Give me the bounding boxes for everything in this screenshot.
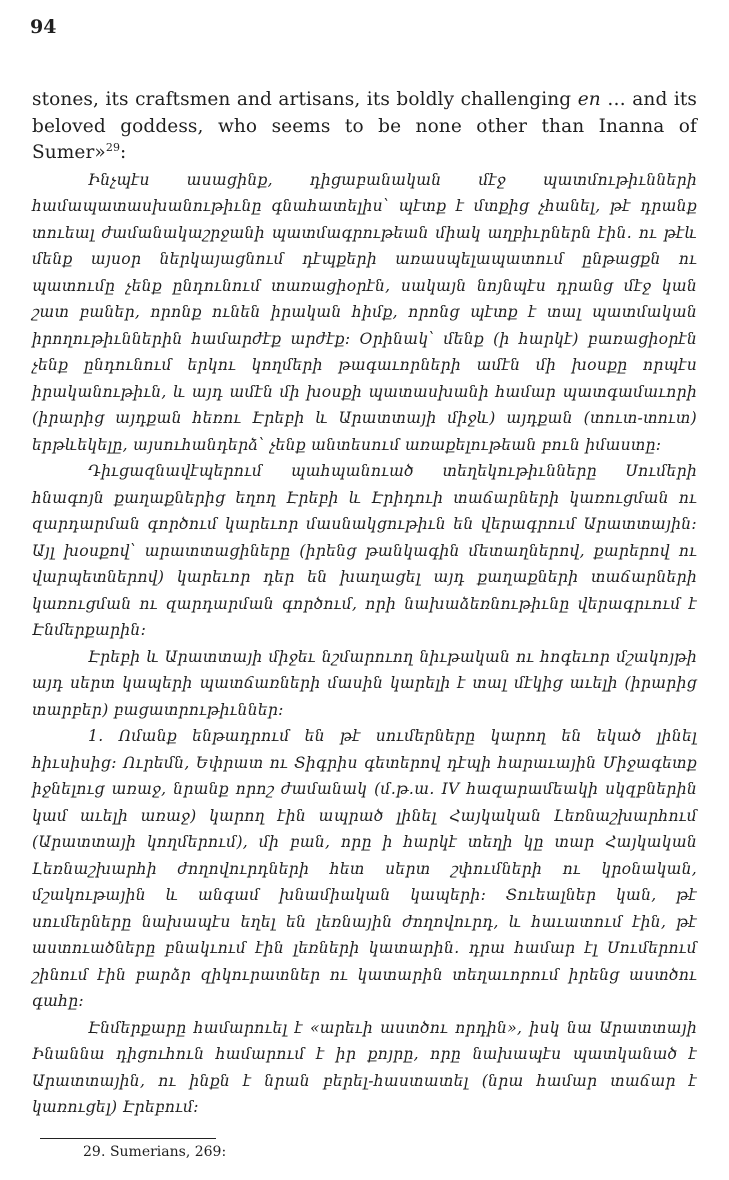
footnote-reference: 29 xyxy=(105,140,121,154)
footnote: 29․ Sumerians, 269։ xyxy=(83,1144,227,1160)
paragraph-4: 1․ Ոմանք ենթադրում են թէ սումերները կարող են եկած լինել հիւսիսից։ Ուրեմն, Եփրատ ու Տիգրիս գետերով դէպի հարաւային Միջագետք իջնելուց առաջ, նրանք որոշ ժամանակ (մ․թ․ա․ IV հազարամեակի սկզբներին կամ աւելի առաջ) կարող էին ապրած լինել Հայկական Լեռնաշխարհում (Արատտայի կողմերում), մի բան, որը ի հարկէ տեղի կը տար Հայկական Լեռնաշխարհի ժողովուրդների հետ սերտ շփումների ու կրօնական, մշակութային և անգամ խնամիական կապերի։ Տուեալներ կան, թէ սումերները նախապէս եղել են լեռնային ժողովուրդ, և հաւատում էին, թէ աստուածները բնակւում էին լեռների կատարին․ դրա համար էլ Սումերում շինում էին բարձր զիկուրատներ ու կատարին տեղաւորում իրենց աստծու գահը։ xyxy=(32,727,697,1010)
quote-emphasis: en xyxy=(577,89,601,110)
footnote-divider xyxy=(40,1138,216,1139)
english-quote-paragraph xyxy=(32,87,697,167)
quote-text-before: stones, its craftsmen and artisans, its boldly challenging xyxy=(32,89,578,110)
paragraph-5: Էնմերքարը համարուել է «արեւի աստծու որդին», իսկ նա Արատտայի Ինաննա դիցուհուն համարում է իր քոյրը, որը նախապէս պատկանած է Արատտային, ու ինքն է նրան բերել-հաստատել (նրա համար տաճար է կառուցել) Էրեբում։ xyxy=(32,1018,697,1116)
paragraph-2: Դիւցազնավէպերում պահպանուած տեղեկութիւնները Սումերի հնագոյն քաղաքներից եղող Էրեբի և Էրիդուի տաճարների կառուցման ու զարդարման գործում կարեւոր մասնակցութիւն են վերագրում Արատտային։ Այլ խօսքով՝ արատտացիները (իրենց թանկագին մետաղներով, քարերով ու վարպետներով) կարեւոր դեր են խաղացել այդ քաղաքների տաճարների կառուցման ու զարդարման գործում, որի նախաձեռնութիւնը վերագրւում է Էնմերքարին։ xyxy=(32,462,697,639)
quote-text-after: … and its beloved goddess, who seems to be none other than Inanna of Sumer» xyxy=(32,89,697,163)
quote-end: : xyxy=(120,142,127,163)
paragraph-3: Էրեբի և Արատտայի միջեւ նշմարուող նիւթական ու հոգեւոր մշակոյթի այդ սերտ կապերի պատճառների մասին կարելի է տալ մէկից աւելի (իրարից տարբեր) բացատրութիւններ։ xyxy=(32,647,697,719)
paragraph-1: Ինչպէս ասացինք, դիցաբանական մէջ պատմութիւնների համապատասխանութիւնը գնահատելիս՝ պէտք է մտքից չհանել, թէ դրանք տուեալ ժամանակաշրջանի պատմագրութեան միակ աղբիւրներն էին․ ու թէև մենք այսօր ներկայացնում դէպքերի առասպելապատում ընթացքն ու պատումը չենք ընդունում տառացիօրէն, սակայն նոյնպէս դրանց մէջ կան շատ բաներ, որոնք ունեն իրական հիմք, որոնց պէտք է տալ պատմական իրողութիւններին համարժէք արժէք։ Օրինակ՝ մենք (ի հարկէ) բառացիօրէն չենք ընդունում երկու կողմերի թագաւորների ամէն մի խօսքը որպէս իրականութիւն, և այդ ամէն մի խօսքի պատասխանի համար պատգամաւորի (իրարից այդքան հեռու Էրեբի և Արատտայի միջև) այդքան (տուտ-տուտ) երթևեկելը, այսուհանդերձ՝ չենք անտեսում առաքելութեան բուն իմաստը։ xyxy=(32,170,697,454)
page-body xyxy=(32,87,697,1121)
page-number: 94 xyxy=(30,16,57,38)
